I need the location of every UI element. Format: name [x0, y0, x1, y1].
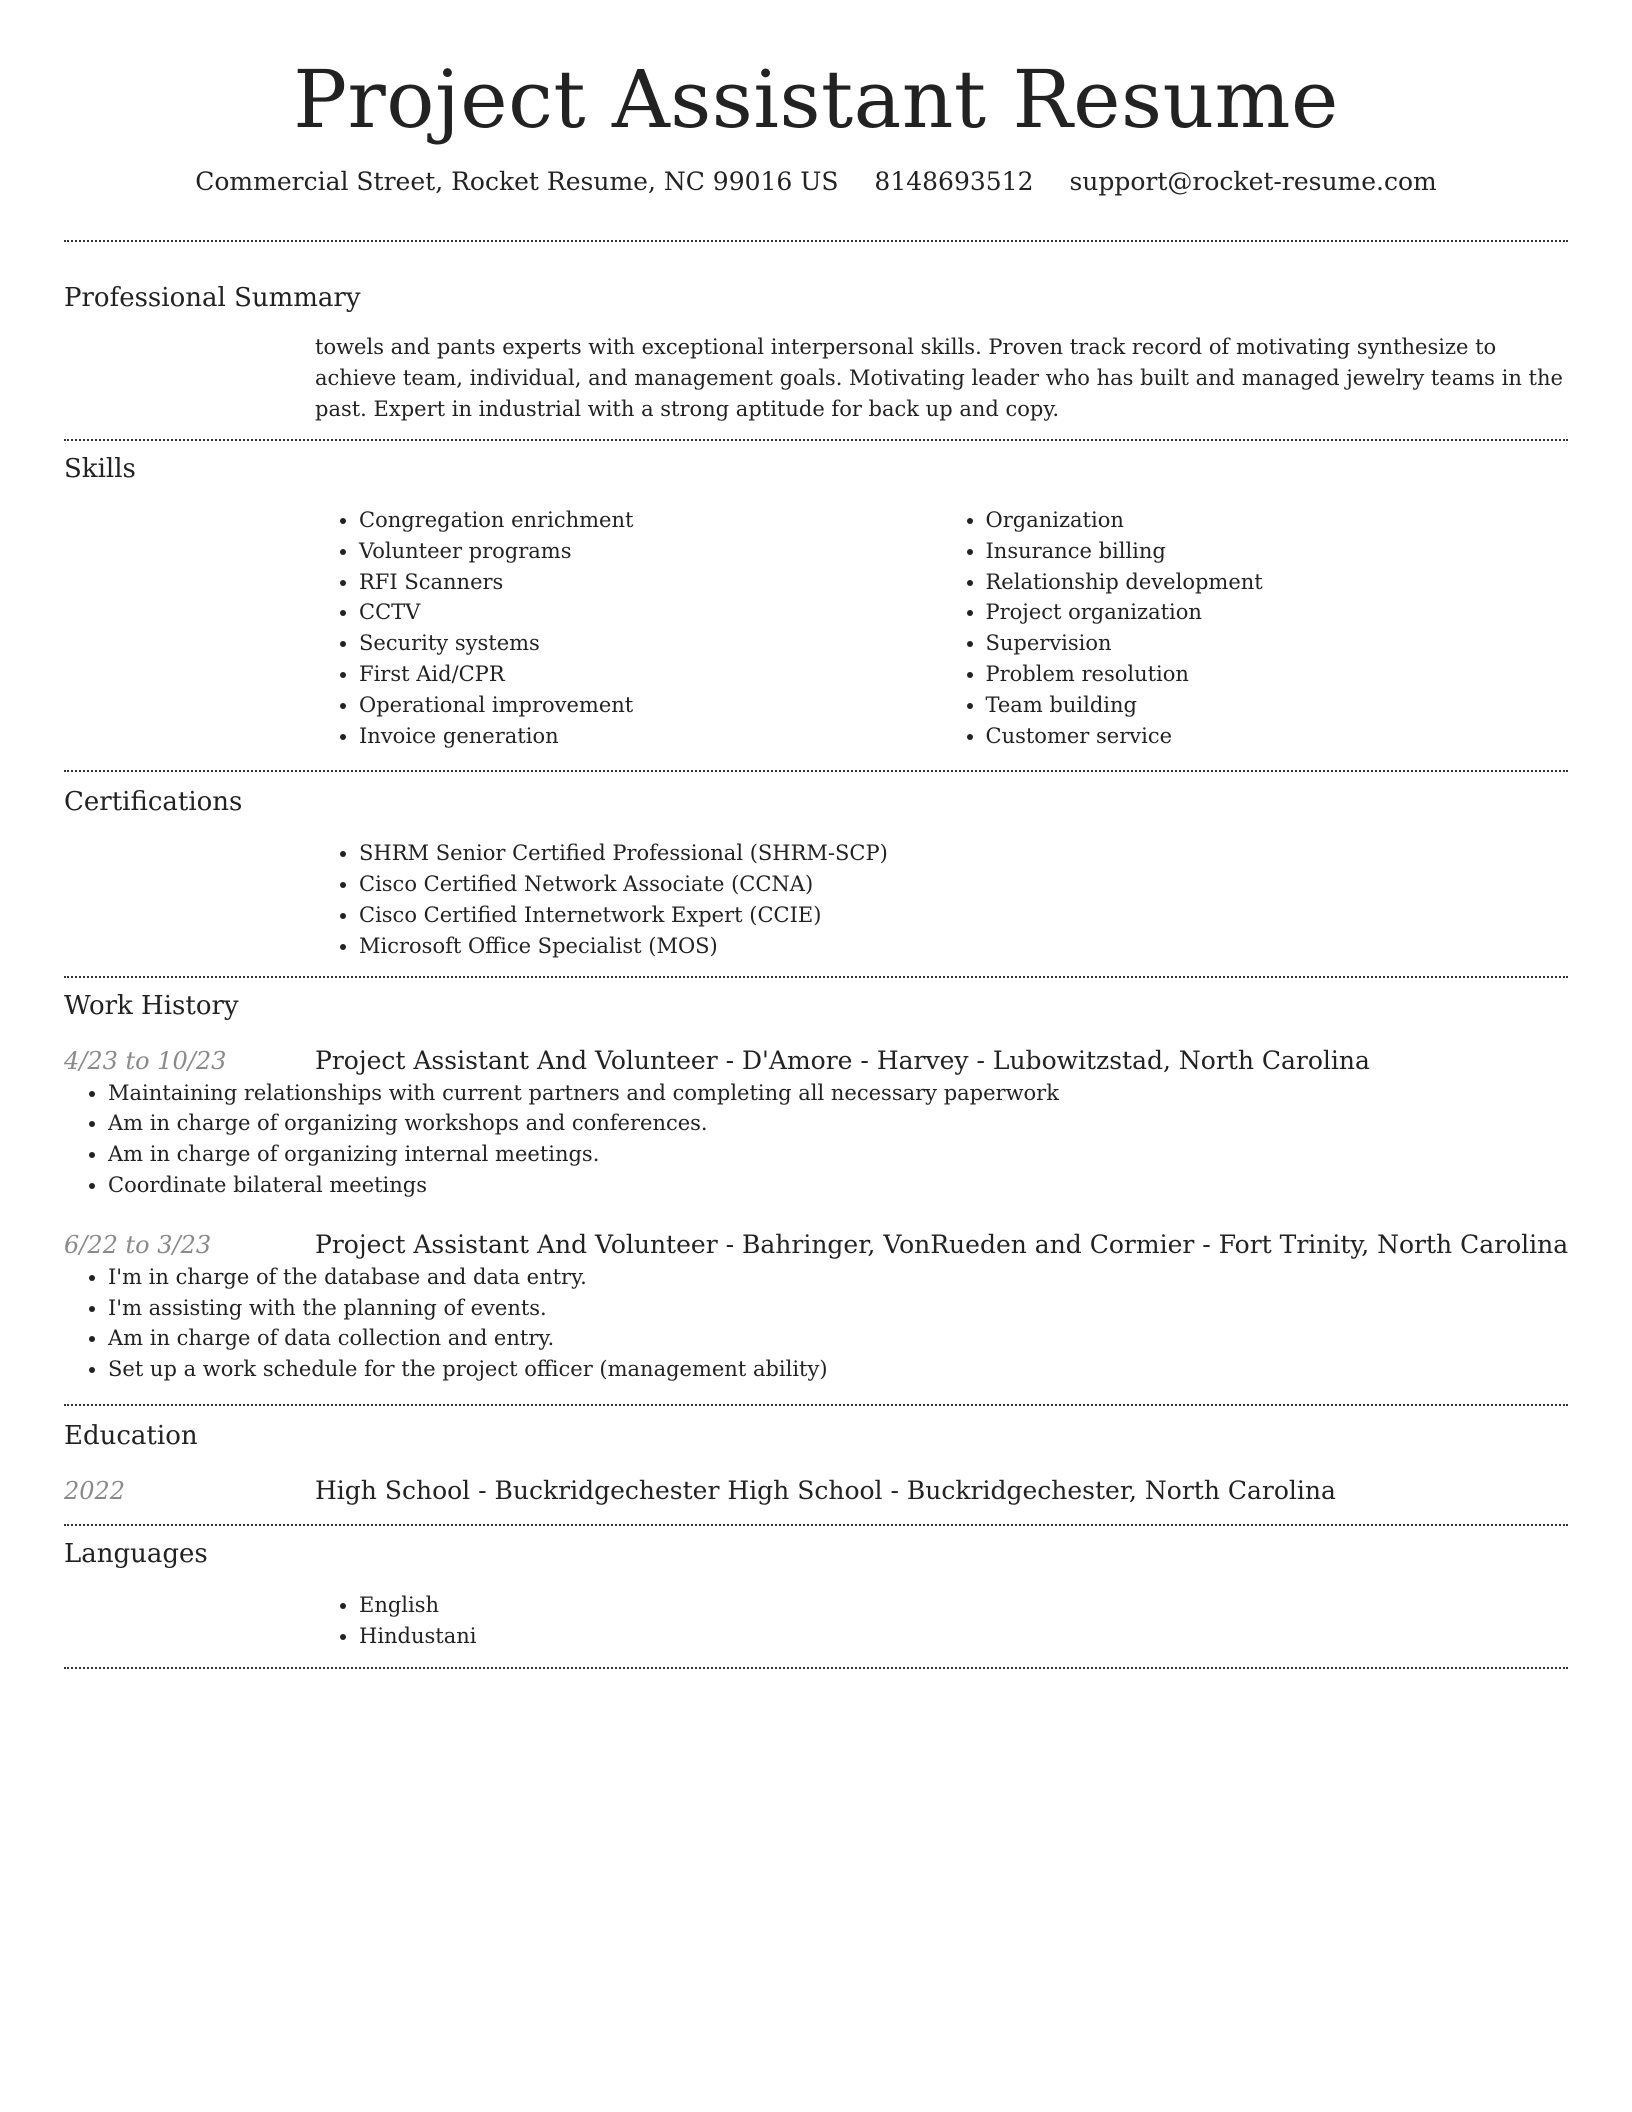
- list-item: • Set up a work schedule for the project officer (management ability): [108, 1354, 1568, 1385]
- job-entry: [64, 1044, 1568, 1201]
- skills-list-right: [942, 505, 1569, 751]
- job-entry: [64, 1228, 1568, 1385]
- separator: -: [1194, 1229, 1219, 1259]
- list-item: • Problem resolution: [986, 659, 1569, 690]
- certifications-list: [315, 838, 1568, 961]
- job-heading: [315, 1228, 1568, 1262]
- list-item: • Am in charge of data collection and entry.: [108, 1323, 1568, 1354]
- divider: [64, 1524, 1568, 1526]
- list-item: • Cisco Certified Network Associate (CCNA): [359, 869, 1568, 900]
- list-item: • First Aid/CPR: [359, 659, 942, 690]
- list-item: • RFI Scanners: [359, 567, 942, 598]
- list-item: • Volunteer programs: [359, 536, 942, 567]
- job-location: Lubowitzstad, North Carolina: [992, 1045, 1370, 1075]
- separator: -: [882, 1475, 907, 1505]
- education-location: Buckridgechester, North Carolina: [906, 1475, 1336, 1505]
- languages-heading: Languages: [64, 1538, 208, 1569]
- list-item: • Project organization: [986, 597, 1569, 628]
- job-company: D'Amore - Harvey: [742, 1045, 969, 1075]
- skills-list-left: [315, 505, 942, 751]
- education-entry: [64, 1474, 1568, 1508]
- languages-section: [64, 1536, 1568, 1652]
- education-section: [64, 1418, 1568, 1508]
- job-bullets: [64, 1262, 1568, 1385]
- list-item: • Organization: [986, 505, 1569, 536]
- list-item: • Am in charge of organizing internal meetings.: [108, 1139, 1568, 1170]
- list-item: • Microsoft Office Specialist (MOS): [359, 931, 1568, 962]
- certifications-heading: Certifications: [64, 787, 243, 818]
- job-bullets: [64, 1078, 1568, 1201]
- list-item: • Hindustani: [359, 1621, 1568, 1652]
- list-item: • Operational improvement: [359, 690, 942, 721]
- divider: [64, 770, 1568, 772]
- skills-heading: Skills: [64, 454, 136, 484]
- work-history-section: [64, 988, 1568, 1385]
- education-degree: High School: [315, 1475, 471, 1505]
- list-item: • CCTV: [359, 597, 942, 628]
- list-item: • I'm in charge of the database and data entry.: [108, 1262, 1568, 1293]
- list-item: • Team building: [986, 690, 1569, 721]
- list-item: • Invoice generation: [359, 721, 942, 752]
- languages-list: [315, 1590, 1568, 1652]
- list-item: • Supervision: [986, 628, 1569, 659]
- contact-phone: 8148693512: [874, 167, 1034, 196]
- divider: [64, 976, 1568, 978]
- job-location: Fort Trinity, North Carolina: [1218, 1229, 1569, 1259]
- skills-section: [64, 451, 1568, 751]
- divider: [64, 1404, 1568, 1406]
- list-item: • Congregation enrichment: [359, 505, 942, 536]
- divider: [64, 1667, 1568, 1669]
- work-history-heading: Work History: [64, 990, 239, 1021]
- list-item: • Maintaining relationships with current partners and completing all necessary paperwork: [108, 1078, 1568, 1109]
- list-item: • Relationship development: [986, 567, 1569, 598]
- contact-email: support@rocket-resume.com: [1069, 167, 1437, 196]
- list-item: • English: [359, 1590, 1568, 1621]
- job-dates: 6/22 to 3/23: [64, 1230, 212, 1259]
- education-year: 2022: [64, 1476, 126, 1505]
- contact-address: Commercial Street, Rocket Resume, NC 99016 US: [195, 167, 839, 196]
- resume-title: Project Assistant Resume: [293, 53, 1339, 146]
- list-item: • Security systems: [359, 628, 942, 659]
- list-item: • Cisco Certified Internetwork Expert (CCIE): [359, 900, 1568, 931]
- resume-page: [64, 0, 1568, 1669]
- list-item: • I'm assisting with the planning of events.: [108, 1293, 1568, 1324]
- job-dates: 4/23 to 10/23: [64, 1046, 227, 1075]
- summary-text: towels and pants experts with exceptional interpersonal skills. Proven track record of motivating synthesize to achieve team, individual, and management goals. Motivating leader who has built and managed jewelry teams in the past. Expert in industrial with a strong aptitude for back up and copy.: [315, 335, 1563, 421]
- contact-line: [64, 162, 1568, 202]
- separator: -: [717, 1045, 742, 1075]
- job-title: Project Assistant And Volunteer: [315, 1045, 718, 1075]
- summary-section: [64, 280, 1568, 425]
- education-school: Buckridgechester High School: [494, 1475, 883, 1505]
- separator: -: [968, 1045, 993, 1075]
- job-company: Bahringer, VonRueden and Cormier: [742, 1229, 1195, 1259]
- divider: [64, 240, 1568, 242]
- list-item: • Coordinate bilateral meetings: [108, 1170, 1568, 1201]
- separator: -: [717, 1229, 742, 1259]
- list-item: • SHRM Senior Certified Professional (SHRM-SCP): [359, 838, 1568, 869]
- job-title: Project Assistant And Volunteer: [315, 1229, 718, 1259]
- job-heading: [315, 1044, 1568, 1078]
- separator: -: [470, 1475, 495, 1505]
- summary-heading: Professional Summary: [64, 283, 361, 313]
- divider: [64, 439, 1568, 441]
- list-item: • Am in charge of organizing workshops and conferences.: [108, 1108, 1568, 1139]
- list-item: • Insurance billing: [986, 536, 1569, 567]
- certifications-section: [64, 784, 1568, 961]
- education-heading-line: [315, 1474, 1568, 1508]
- list-item: • Customer service: [986, 721, 1569, 752]
- education-heading: Education: [64, 1420, 198, 1451]
